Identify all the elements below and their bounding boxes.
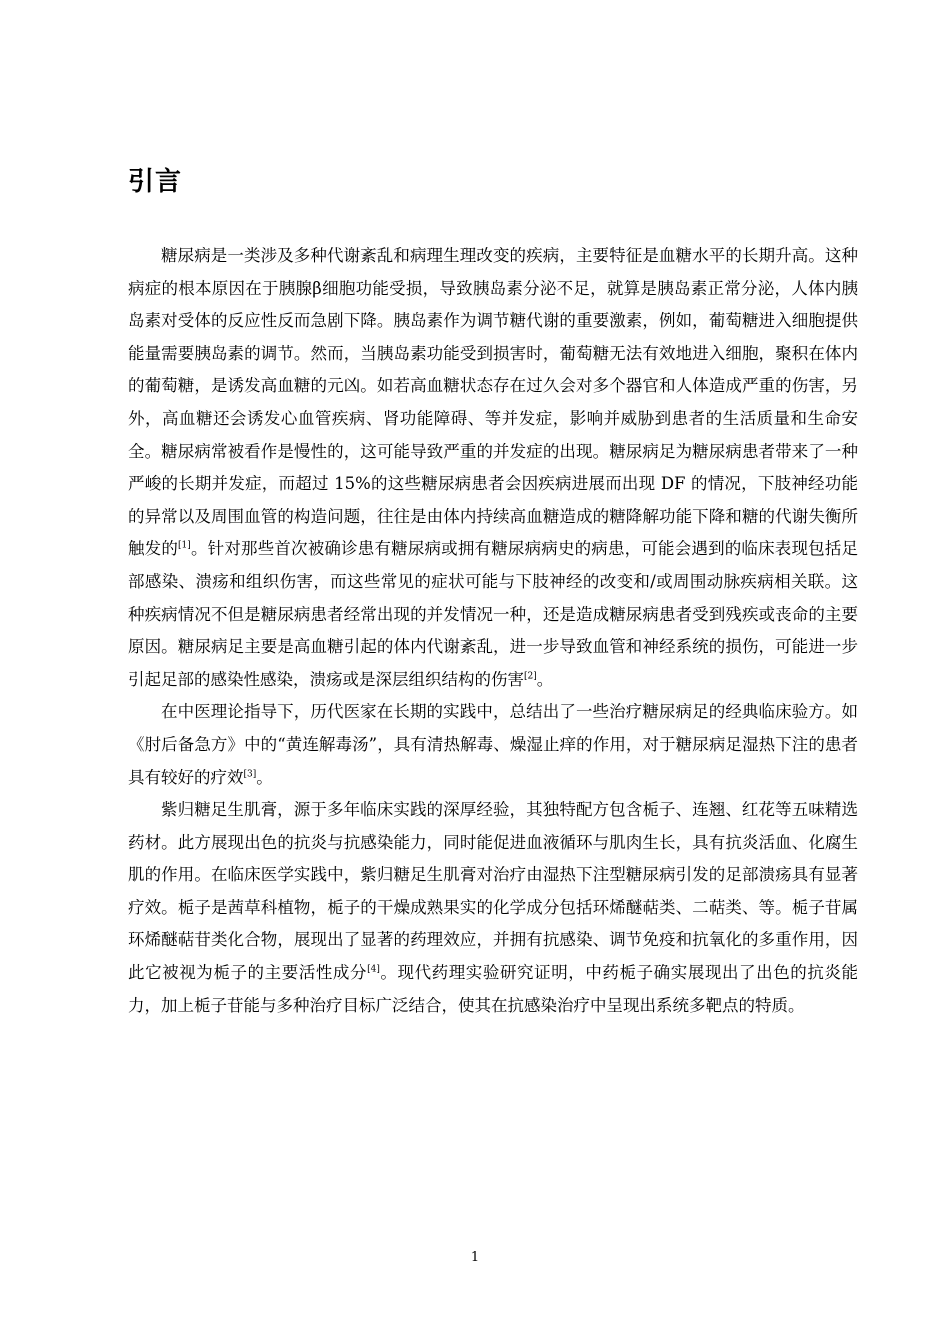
page-number: 1 <box>470 1250 480 1265</box>
citation-marker: [3] <box>243 769 257 779</box>
text-run: 。现代药理实验研究证明，中药栀子确实展现出了出色的抗炎能力，加上栀子苷能与多种治疗目标广泛结合，使其在抗感染治疗中呈现出系统多靶点的特质。 <box>128 963 859 1015</box>
paragraph <box>128 794 858 1022</box>
text-run: 糖尿病是一类涉及多种代谢紊乱和病理生理改变的疾病，主要特征是血糖水平的长期升高。这种病症的根本原因在于胰腺β细胞功能受损，导致胰岛素分泌不足，就算是胰岛素正常分泌，人体内胰岛素对受体的反应性反而急剧下降。胰岛素作为调节糖代谢的重要激素，例如，葡萄糖进入细胞提供能量需要胰岛素的调节。然而，当胰岛素功能受到损害时，葡萄糖无法有效地进入细胞，聚积在体内的葡萄糖，是诱发高血糖的元凶。如若高血糖状态存在过久会对多个器官和人体造成严重的伤害，另外，高血糖还会诱发心血管疾病、肾功能障碍、等并发症，影响并威胁到患者的生活质量和生命安全。糖尿病常被看作是慢性的，这可能导致严重的并发症的出现。糖尿病足为糖尿病患者带来了一种严峻的长期并发症，而超过 15%的这些糖尿病患者会因疾病进展而出现 DF 的情况，下肢神经功能的异常以及周围血管的构造问题，往往是由体内持续高血糖造成的糖降解功能下降和糖的代谢失衡所触发的 <box>128 246 858 559</box>
paragraph <box>128 696 858 794</box>
text-run: 。 <box>256 767 273 787</box>
citation-marker: [2] <box>524 671 537 682</box>
section-heading: 引言 <box>128 167 183 197</box>
body-text <box>128 240 858 1022</box>
citation-marker: [4] <box>367 964 380 975</box>
text-run: 紫归糖足生肌膏，源于多年临床实践的深厚经验，其独特配方包含栀子、连翘、红花等五味精选药材。此方展现出色的抗炎与抗感染能力，同时能促进血液循环与肌肉生长，具有抗炎活血、化腐生肌的作用。在临床医学实践中，紫归糖足生肌膏对治疗由湿热下注型糖尿病引发的足部溃疡具有显著疗效。栀子是茜草科植物，栀子的干燥成熟果实的化学成分包括环烯醚萜类、二萜类、等。栀子苷属环烯醚萜苷类化合物，展现出了显著的药理效应，并拥有抗感染、调节免疫和抗氧化的多重作用，因此它被视为栀子的主要活性成分 <box>128 800 858 983</box>
citation-marker: [1] <box>178 540 191 551</box>
paragraph <box>128 240 858 696</box>
text-run: 。针对那些首次被确诊患有糖尿病或拥有糖尿病病史的病患，可能会遇到的临床表现包括足部感染、溃疡和组织伤害，而这些常见的症状可能与下肢神经的改变和/或周围动脉疾病相关联。这种疾病情况不但是糖尿病患者经常出现的并发情况一种，还是造成糖尿病患者受到残疾或丧命的主要原因。糖尿病足主要是高血糖引起的体内代谢紊乱，进一步导致血管和神经系统的损伤，可能进一步引起足部的感染性感染，溃疡或是深层组织结构的伤害 <box>128 539 859 689</box>
text-run: 。 <box>536 669 554 689</box>
text-run: 在中医理论指导下，历代医家在长期的实践中，总结出了一些治疗糖尿病足的经典临床验方。如《肘后备急方》中的“黄连解毒汤”，具有清热解毒、燥湿止痒的作用，对于糖尿病足湿热下注的患者具有较好的疗效 <box>128 702 858 787</box>
